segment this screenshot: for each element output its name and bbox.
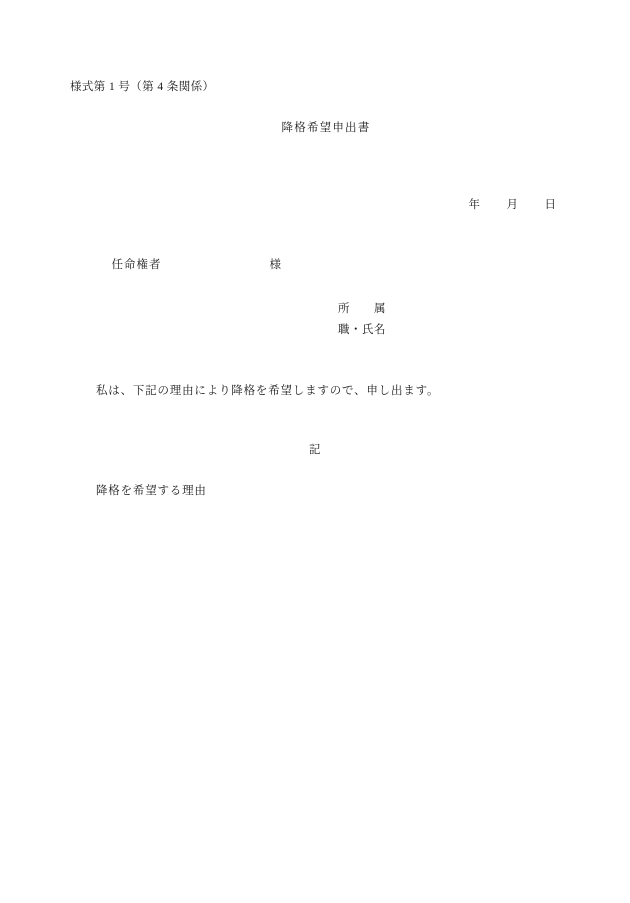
statement-text: 私は、下記の理由により降格を希望しますので、申し出ます。 [96,385,440,397]
addressee-line [96,241,282,289]
date-month-label: 月 [506,199,519,212]
date-day-label: 日 [544,199,557,212]
ki-mark: 記 [308,444,322,456]
date-year-label: 年 [468,199,481,212]
addressee-honorific: 様 [269,259,282,272]
job-title-and-name-label: 職・氏名 [338,324,386,336]
affiliation-label: 所 属 [338,303,386,315]
date-line [455,181,557,229]
form-number: 様式第 1 号（第 4 条関係） [70,81,215,93]
addressee-recipient: 任命権者 [111,259,162,272]
reason-label: 降格を希望する理由 [96,485,207,497]
page-title: 降格希望申出書 [281,122,371,134]
